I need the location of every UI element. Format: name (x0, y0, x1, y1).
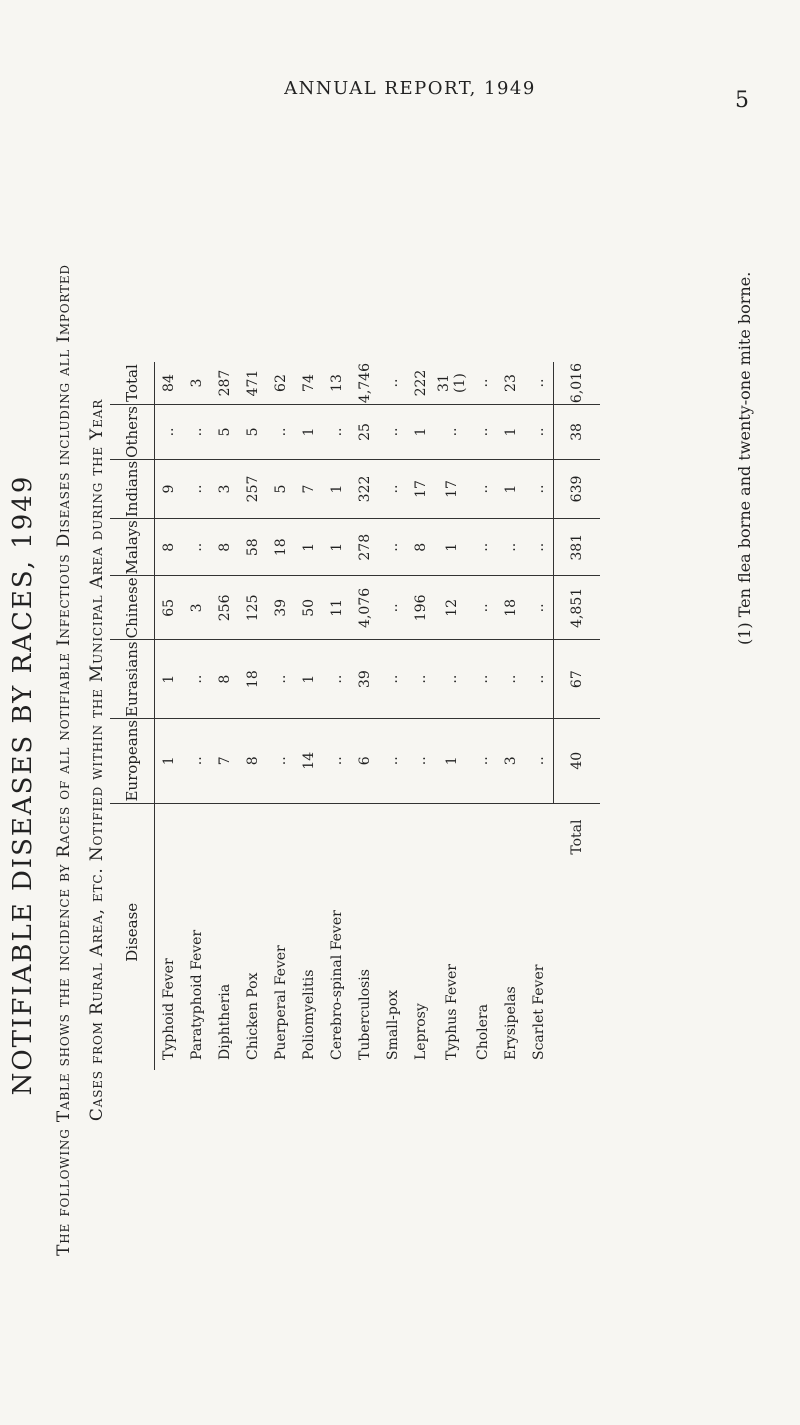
total-value: 639 (554, 459, 601, 518)
cell-value: 287 (211, 362, 239, 405)
cell-value: 6 (351, 718, 379, 803)
table-row (211, 362, 239, 1070)
cell-value: .. (469, 640, 497, 719)
running-header: ANNUAL REPORT, 1949 (284, 78, 536, 99)
table-subtitle (48, 115, 114, 1405)
total-label: Total (568, 819, 585, 855)
cell-value: .. (435, 640, 469, 719)
cell-value: .. (323, 718, 351, 803)
cell-value: .. (267, 405, 295, 460)
disease-name: Leprosy (413, 1003, 429, 1060)
total-value: 4,851 (554, 576, 601, 640)
cell-value: 196 (407, 576, 435, 640)
cell-value: .. (379, 718, 407, 803)
cell-value: 50 (295, 576, 323, 640)
cell-value: .. (469, 405, 497, 460)
table-row (323, 362, 351, 1070)
cell-value: 222 (407, 362, 435, 405)
cell-value: 1 (155, 640, 184, 719)
cell-value: 18 (267, 519, 295, 576)
cell-value: .. (469, 718, 497, 803)
total-value: 38 (554, 405, 601, 460)
cell-value: .. (183, 640, 211, 719)
cell-value: 1 (323, 519, 351, 576)
cell-value: .. (525, 519, 554, 576)
cell-value: .. (183, 459, 211, 518)
disease-name: Chicken Pox (245, 972, 261, 1060)
cell-value: 3 (183, 576, 211, 640)
table-row (525, 362, 554, 1070)
cell-value: .. (525, 362, 554, 405)
cell-value: 1 (497, 405, 525, 460)
table-row (267, 362, 295, 1070)
cell-value: .. (407, 718, 435, 803)
cell-value: 322 (351, 459, 379, 518)
cell-value: 39 (351, 640, 379, 719)
total-value: 40 (554, 718, 601, 803)
cell-value: 1 (295, 640, 323, 719)
column-header: Eurasians (110, 640, 155, 719)
cell-value: .. (379, 640, 407, 719)
column-header: Disease (110, 803, 155, 1070)
cell-value: .. (379, 405, 407, 460)
cell-value: .. (469, 519, 497, 576)
disease-name: Scarlet Fever (531, 964, 548, 1060)
cell-value: .. (525, 405, 554, 460)
table-row (295, 362, 323, 1070)
cell-value: .. (497, 519, 525, 576)
total-value: 381 (554, 519, 601, 576)
cell-value: .. (267, 640, 295, 719)
table-header-row (110, 362, 155, 1070)
cell-value: 1 (295, 405, 323, 460)
cell-value: .. (469, 459, 497, 518)
total-value: 6,016 (554, 362, 601, 405)
disease-name: Typhoid Fever (161, 958, 177, 1060)
table-row (469, 362, 497, 1070)
cell-value: 1 (155, 718, 184, 803)
cell-value: 8 (211, 640, 239, 719)
cell-value: .. (379, 519, 407, 576)
page-title: NOTIFIABLE DISEASES BY RACES, 1949 (8, 474, 38, 1096)
disease-name: Erysipelas (503, 986, 519, 1060)
page-number: 5 (735, 88, 749, 113)
table-row (155, 362, 184, 1070)
cell-value: 256 (211, 576, 239, 640)
cell-value: .. (323, 405, 351, 460)
cell-value: 8 (407, 519, 435, 576)
cell-value: 1 (407, 405, 435, 460)
disease-name: Cholera (475, 1004, 491, 1060)
cell-value: .. (469, 362, 497, 405)
cell-value: .. (435, 405, 469, 460)
table-row (435, 362, 469, 1070)
table-row (183, 362, 211, 1070)
cell-value: .. (267, 718, 295, 803)
column-header: Indians (110, 459, 155, 518)
footnote: (1) Ten flea borne and twenty-one mite borne. (735, 271, 754, 645)
cell-value: 1 (435, 519, 469, 576)
cell-value: 31 (1) (435, 362, 469, 405)
cell-value: .. (155, 405, 184, 460)
cell-value: 11 (323, 576, 351, 640)
cell-value: 1 (435, 718, 469, 803)
cell-value: 9 (155, 459, 184, 518)
cell-value: .. (525, 576, 554, 640)
cell-value: 12 (435, 576, 469, 640)
cell-value: 7 (295, 459, 323, 518)
table-row (497, 362, 525, 1070)
cell-value: 58 (239, 519, 267, 576)
cell-value: .. (525, 459, 554, 518)
cell-value: .. (183, 519, 211, 576)
cell-value: 8 (239, 718, 267, 803)
cell-value: .. (183, 718, 211, 803)
cell-value: .. (379, 362, 407, 405)
disease-name: Cerebro-spinal Fever (329, 910, 345, 1060)
disease-name: Typhus Fever (444, 964, 460, 1060)
cell-value: 84 (155, 362, 184, 405)
cell-value: 8 (211, 519, 239, 576)
cell-value: 1 (323, 459, 351, 518)
cell-value: 471 (239, 362, 267, 405)
cell-value: .. (407, 640, 435, 719)
disease-name: Diphtheria (217, 983, 233, 1060)
cell-value: .. (525, 718, 554, 803)
cell-value: .. (323, 640, 351, 719)
cell-value: 62 (267, 362, 295, 405)
column-header: Total (110, 362, 155, 405)
cell-value: 4,746 (351, 362, 379, 405)
cell-value: 39 (267, 576, 295, 640)
cell-value: 8 (155, 519, 184, 576)
cell-value: .. (525, 640, 554, 719)
cell-value: 18 (239, 640, 267, 719)
table-row (407, 362, 435, 1070)
table-body (155, 362, 601, 1070)
cell-value: 23 (497, 362, 525, 405)
subtitle-line-2: Cases from Rural Area, etc. Notified within the Municipal Area during the Year (87, 398, 107, 1122)
cell-value: 3 (211, 459, 239, 518)
column-header: Malays (110, 519, 155, 576)
table-row (239, 362, 267, 1070)
cell-value: 125 (239, 576, 267, 640)
cell-value: 74 (295, 362, 323, 405)
subtitle-line-1: The following Table shows the incidence by Races of all notifiable Infectious Diseases including all Imported (54, 264, 74, 1256)
cell-value: 1 (295, 519, 323, 576)
column-header: Others (110, 405, 155, 460)
cell-value: .. (379, 459, 407, 518)
cell-value: 4,076 (351, 576, 379, 640)
cell-value: .. (183, 405, 211, 460)
table-row (379, 362, 407, 1070)
disease-name: Small-pox (385, 989, 401, 1060)
cell-value: 14 (295, 718, 323, 803)
cell-value: 5 (267, 459, 295, 518)
cell-value: 7 (211, 718, 239, 803)
cell-value: .. (497, 640, 525, 719)
column-header: Europeans (110, 718, 155, 803)
cell-value: 257 (239, 459, 267, 518)
disease-name: Tuberculosis (357, 969, 373, 1060)
cell-value: 278 (351, 519, 379, 576)
cell-value: 13 (323, 362, 351, 405)
cell-value: 25 (351, 405, 379, 460)
cell-value: 17 (407, 459, 435, 518)
table-row (351, 362, 379, 1070)
cell-value: 3 (183, 362, 211, 405)
cell-value: 65 (155, 576, 184, 640)
cell-value: 5 (211, 405, 239, 460)
disease-name: Puerperal Fever (273, 945, 289, 1060)
cell-value: 5 (239, 405, 267, 460)
total-value: 67 (554, 640, 601, 719)
cell-value: .. (469, 576, 497, 640)
cell-value: 1 (497, 459, 525, 518)
cell-value: .. (379, 576, 407, 640)
disease-name: Poliomyelitis (301, 969, 317, 1060)
disease-name: Paratyphoid Fever (189, 929, 205, 1060)
cell-value: 3 (497, 718, 525, 803)
cell-value: 18 (497, 576, 525, 640)
diseases-table (110, 362, 600, 1070)
cell-value: 17 (435, 459, 469, 518)
column-header: Chinese (110, 576, 155, 640)
total-row (554, 362, 601, 1070)
